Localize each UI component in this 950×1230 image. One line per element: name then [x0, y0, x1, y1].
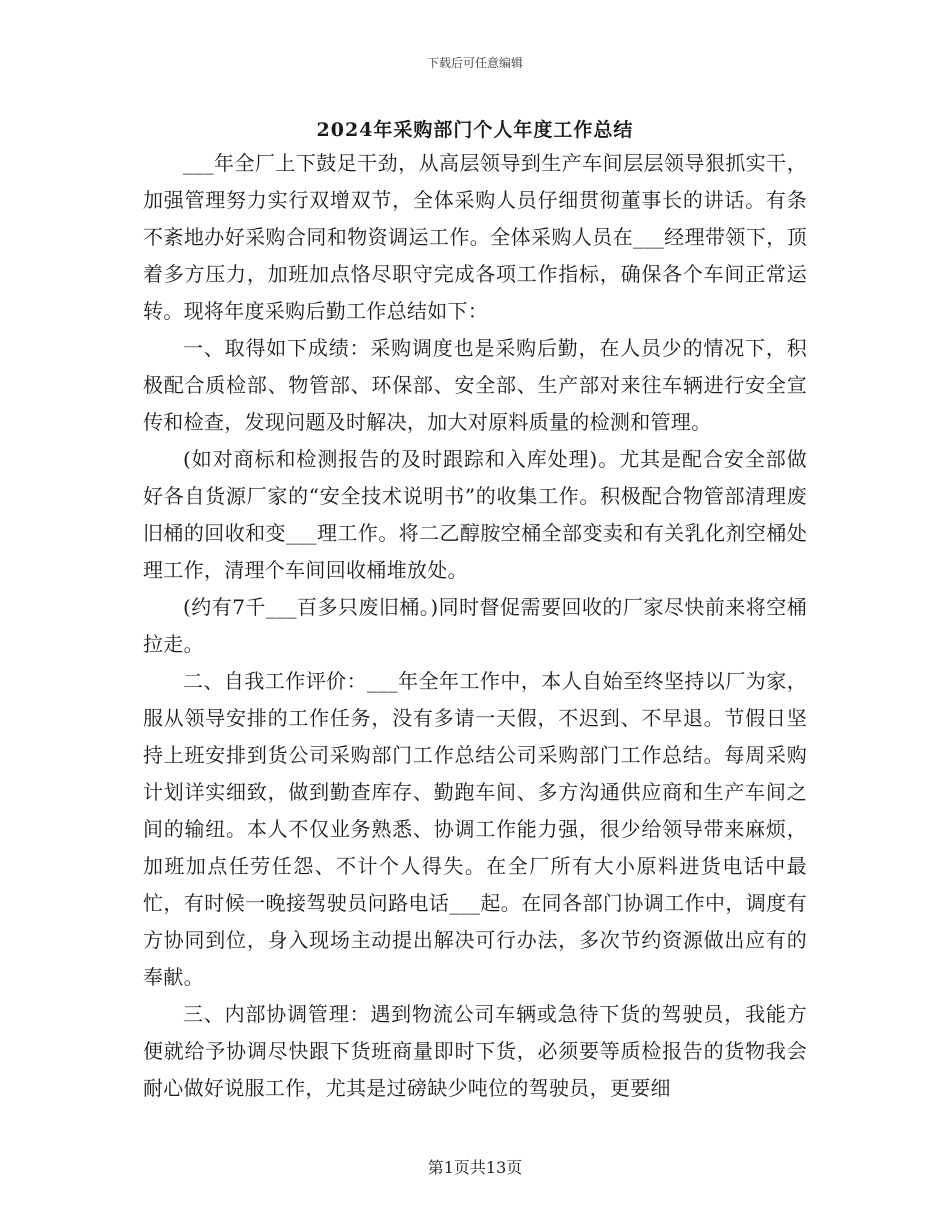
paragraph-intro: ___年全厂上下鼓足干劲，从高层领导到生产车间层层领导狠抓实干，加强管理努力实行双增双节，全体采购人员仔细贯彻董事长的讲话。有条不紊地办好采购合同和物资调运工作。全体采购人员在___经理带领下，顶着多方压力，加班加点恪尽职守完成各项工作指标，确保各个车间正常运转。现将年度采购后勤工作总结如下：	[143, 151, 807, 323]
document-body	[143, 145, 807, 1107]
page-header-note: 下载后可任意编辑	[426, 56, 523, 70]
paragraph-self-evaluation: 二、自我工作评价：___年全年工作中，本人自始至终坚持以厂为家，服从领导安排的工作任务，没有多请一天假，不迟到、不早退。节假日坚持上班安排到货公司采购部门工作总结公司采购部门工作总结。每周采购计划详实细致，做到勤查库存、勤跑车间、多方沟通供应商和生产车间之间的输纽。本人不仅业务熟悉、协调工作能力强，很少给领导带来麻烦，加班加点任劳任怨、不计个人得失。在全厂所有大小原料进货电话中最忙，有时候一晚接驾驶员问路电话___起。在同各部门协调工作中，调度有方协同到位，身入现场主动提出解决可行办法，多次节约资源做出应有的奉献。	[143, 669, 807, 989]
paragraph-internal-coordination: 三、内部协调管理：遇到物流公司车辆或急待下货的驾驶员，我能方便就给予协调尽快跟下货班商量即时下货，必须要等质检报告的货物我会耐心做好说服工作，尤其是过磅缺少吨位的驾驶员，更要细	[143, 1002, 807, 1100]
paragraph-barrels: (约有7千___百多只废旧桶。)同时督促需要回收的厂家尽快前来将空桶拉走。	[143, 595, 807, 656]
page-number: 第1页共13页	[427, 1158, 523, 1177]
paragraph-achievements: 一、取得如下成绩：采购调度也是采购后勤，在人员少的情况下，积极配合质检部、物管部、环保部、安全部、生产部对来往车辆进行安全宣传和检查，发现问题及时解决，加大对原料质量的检测和管理。	[143, 336, 807, 434]
paragraph-achievements-detail: (如对商标和检测报告的及时跟踪和入库处理)。尤其是配合安全部做好各自货源厂家的“安全技术说明书”的收集工作。积极配合物管部清理废旧桶的回收和变___理工作。将二乙醇胺空桶全部变卖和有关乳化剂空桶处理工作，清理个车间回收桶堆放处。	[143, 447, 807, 582]
document-title: 2024年采购部门个人年度工作总结	[316, 119, 634, 141]
